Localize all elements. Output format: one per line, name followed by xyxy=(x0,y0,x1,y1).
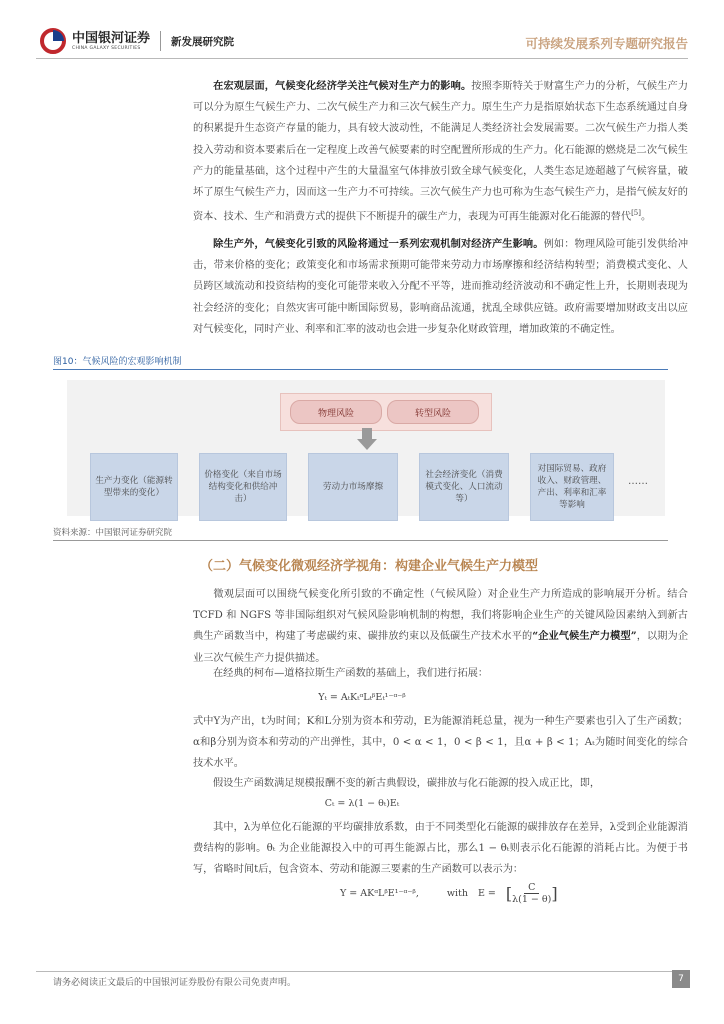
eq3-lhs: E = xyxy=(477,888,496,899)
para1-body: 按照李斯特关于财富生产力的分析，气候生产力可以分为原生气候生产力、二次气候生产力和三次气候生产力。原生生产力是指原始状态下生态系统通过自身的积累提升生态资产存量的能力，具有较大波动性，不能满足人类经济社会发展需要。二次气候生产力指人类投入劳动和资本要素后在一定程度上改善气候要素的时空配置所形成的生产力。化石能源的燃烧是二次气候生产力的能量基础，这个过程中产生的大量温室气体排放引致全球气候变化，人类生态足迹超越了气候容量，破坏了原生气候生产力，因而这一生产力不可持续。三次气候生产力也可称为生态气候生产力，是指气候友好的资本、技术、生产和消费方式的提供下不断提升的碳生产力，表现为可再生能源对化石能源的替代 xyxy=(193,81,689,223)
para4-text: 在经典的柯布—道格拉斯生产函数的基础上，我们进行拓展： xyxy=(213,668,489,679)
figure-caption: 图10：气候风险的宏观影响机制 xyxy=(53,357,182,367)
header-rule xyxy=(36,58,688,59)
effect-box-socioeconomic: 社会经济变化（消费模式变化、人口流动等） xyxy=(419,453,509,521)
effect-box-labor: 劳动力市场摩擦 xyxy=(308,453,398,521)
paragraph-lambda xyxy=(193,817,688,881)
para7-text: 其中，λ为单位化石能源的平均碳排放系数，由于不同类型化石能源的碳排放存在差异，λ受到企业能源消费结构的影响。θₜ 为企业能源投入中的可再生能源占比，那么1 − θₜ则表示化石能源的消耗占比。为便于书写，省略时间t后，包含资本、劳动和能源三要素的生产函数可以表示为： xyxy=(193,822,688,876)
brand-name-en: CHINA GALAXY SECURITIES xyxy=(72,45,141,51)
para3-end: ，以期为企业三次气候生产力提供描述。 xyxy=(193,631,689,664)
institute-name: 新发展研究院 xyxy=(171,35,235,48)
equation-production-function: Yₜ = AₜKₜᵅLₜᵝEₜ¹⁻ᵅ⁻ᵝ xyxy=(318,692,406,703)
paragraph-extension xyxy=(193,663,688,684)
brand-text xyxy=(72,32,150,51)
physical-risk-pill: 物理风险 xyxy=(290,400,382,424)
brand-name-cn: 中国银河证券 xyxy=(72,30,151,46)
eq3-fraction: [ $\frac{C}{\lambda(1 - \theta)}$ ] xyxy=(505,882,558,905)
section-heading: （二）气候变化微观经济学视角：构建企业气候生产力模型 xyxy=(200,559,539,574)
report-series-title: 可持续发展系列专题研究报告 xyxy=(525,36,688,51)
eq3-main: Y = AKᵅLᵝE¹⁻ᵅ⁻ᵝ, xyxy=(340,888,419,899)
para1-lead: 在宏观层面，气候变化经济学关注气候对生产力的影响。 xyxy=(213,80,472,92)
eq3-with: with xyxy=(446,888,468,899)
equation-three-factor xyxy=(340,882,558,905)
effect-box-trade: 对国际贸易、政府收入、财政管理、产出、利率和汇率等影响 xyxy=(530,453,614,521)
eq3-denominator: λ(1 − θ) xyxy=(512,894,552,905)
para2-lead: 除生产外，气候变化引致的风险将通过一系列宏观机制对经济产生影响。 xyxy=(213,238,544,250)
paragraph-macro xyxy=(193,76,688,228)
effect-box-price: 价格变化（来自市场结构变化和供给冲击） xyxy=(199,453,287,521)
para3-model-name: “企业气候生产力模型” xyxy=(532,630,637,643)
para6-text: 假设生产函数满足规模报酬不变的新古典假设，碳排放与化石能源的投入成正比，即， xyxy=(213,778,601,789)
source-rule xyxy=(53,540,668,541)
para1-ref: [5] xyxy=(631,209,641,218)
paragraph-assumption xyxy=(193,773,688,794)
paragraph-definitions xyxy=(193,711,688,775)
footer-disclaimer: 请务必阅读正文最后的中国银河证券股份有限公司免责声明。 xyxy=(53,978,297,988)
galaxy-logo-icon xyxy=(40,28,66,54)
paragraph-risk xyxy=(193,234,688,340)
para1-end: 。 xyxy=(640,211,652,223)
diagram-ellipsis: …… xyxy=(628,476,648,487)
equation-carbon-emission: Cₜ = λ(1 − θₜ)Eₜ xyxy=(324,798,400,809)
eq3-numerator: C xyxy=(524,882,539,894)
para2-body: 例如：物理风险可能引发供给冲击，带来价格的变化；政策变化和市场需求预期可能带来劳动力市场摩擦和经济结构转型；消费模式变化、人员跨区域流动和投资结构的变化可能带来收入分配不平等，进而推动经济波动和不确定性上升，长期则表现为社会经济的变化；自然灾害可能中断国际贸易，影响商品流通，扰乱全球供应链。政府需要增加财政支出以应对气候变化，同时产业、利率和汇率的波动也会进一步复杂化财政管理，增加政策的不确定性。 xyxy=(193,239,689,335)
effect-box-productivity: 生产力变化（能源转型带来的变化） xyxy=(90,453,178,521)
para5-text: 式中Y为产出，t为时间；K和L分别为资本和劳动，E为能源消耗总量，视为一种生产要素也引入了生产函数；α和β分别为资本和劳动的产出弹性，其中，0 < α < 1，0 < β < 1，且α + β < 1；Aₜ为随时间变化的综合技术水平。 xyxy=(193,716,688,770)
header-brand xyxy=(40,26,270,56)
figure-rule xyxy=(53,369,668,370)
figure-source: 资料来源：中国银河证券研究院 xyxy=(53,528,173,538)
para3-body: 微观层面可以围绕气候变化所引致的不确定性（气候风险）对企业生产力所造成的影响展开分析。结合 TCFD 和 NGFS 等非国际组织对气候风险影响机制的构想，我们将影响企业生产的关键风险因素纳入到新古典生产函数当中，构建了考虑碳约束、碳排放约束以及低碳生产技术水平的 xyxy=(193,589,688,643)
paragraph-micro xyxy=(193,584,688,669)
footer-rule xyxy=(36,971,688,972)
header-divider xyxy=(160,31,161,51)
down-arrow-icon xyxy=(355,428,379,450)
transition-risk-pill: 转型风险 xyxy=(387,400,479,424)
page-number: 7 xyxy=(672,970,690,988)
